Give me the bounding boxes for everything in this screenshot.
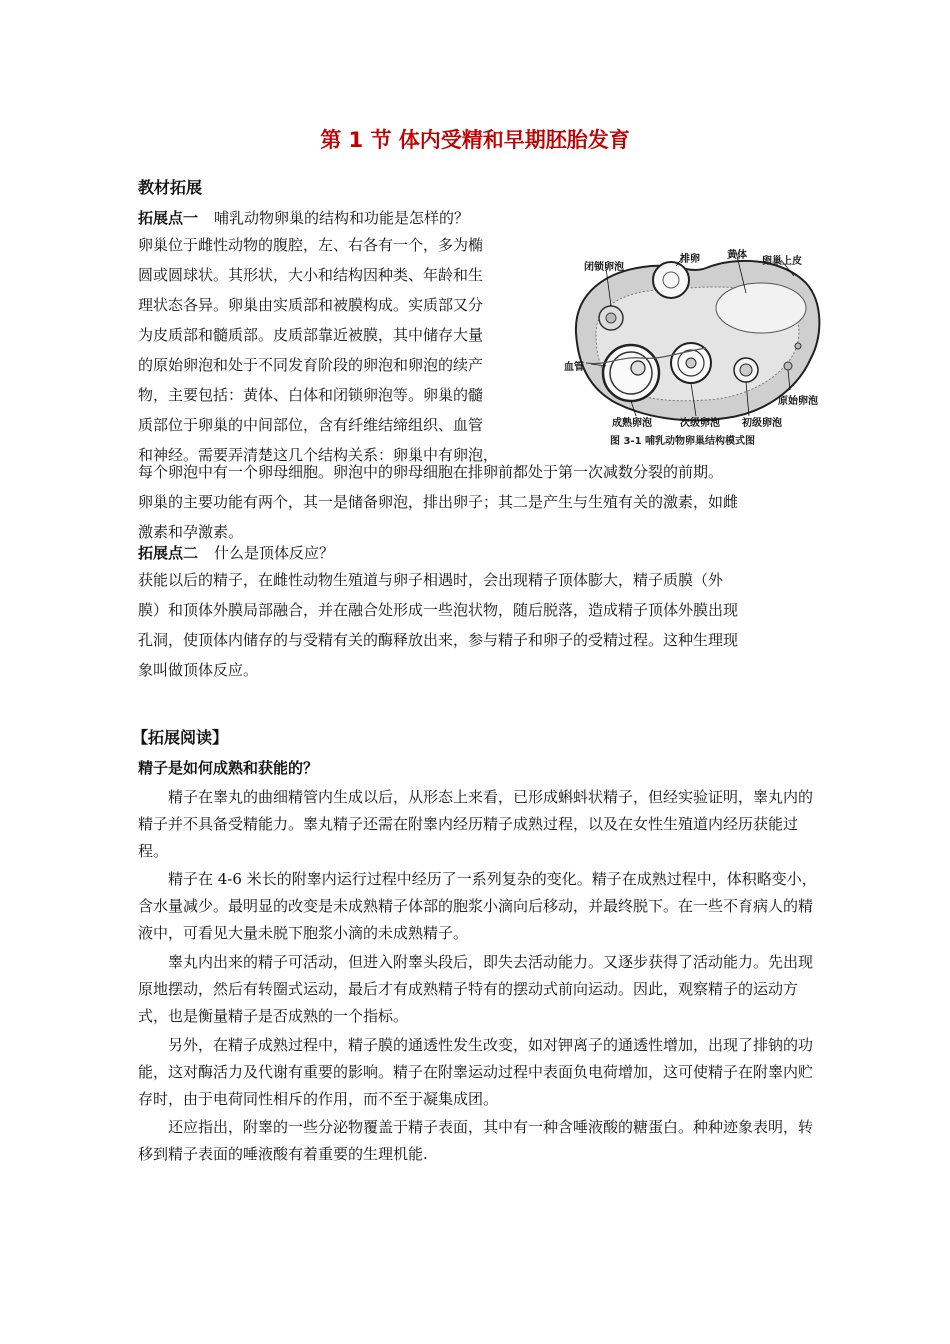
label-corpus-luteum: 黄体: [727, 250, 747, 261]
mature-follicle-egg: [631, 361, 645, 375]
primordial-follicle: [784, 362, 792, 370]
point1-wrapped-text: [138, 230, 548, 470]
text-line: 获能以后的精子，在雌性动物生殖道与卵子相遇时，会出现精子顶体膨大，精子质膜（外: [138, 571, 724, 589]
text-line: 每个卵泡中有一个卵母细胞。卵泡中的卵母细胞在排卵前都处于第一次减数分裂的前期。: [138, 463, 724, 481]
text-line: 和神经。需要弄清楚这几个结构关系：卵巢中有卵泡，: [138, 446, 499, 464]
label-closed-follicle: 闭锁卵泡: [584, 262, 624, 273]
point1-label: 拓展点一: [138, 209, 199, 227]
ovulation-follicle: [653, 262, 689, 298]
corpus-luteum: [716, 283, 806, 333]
reading-paragraph: 睾丸内出来的精子可活动，但进入附睾头段后，即失去活动能力。又逐步获得了活动能力。先出现原地摆动，然后有转圈式运动，最后才有成熟精子特有的摆动式前向运动。因此，观察精子的运动方式，也是衡量精子是否成熟的一个指标。: [138, 953, 814, 1025]
primary-follicle-egg: [740, 364, 752, 376]
section-heading: 教材拓展: [138, 178, 203, 197]
text-line: 卵巢位于雌性动物的腹腔，左、右各有一个，多为椭: [138, 236, 484, 254]
label-primary-follicle: 初级卵泡: [742, 418, 782, 429]
figure-caption: 图 3-1 哺乳动物卵巢结构模式图: [610, 436, 756, 447]
text-line: 理状态各异。卵巢由实质部和被膜构成。实质部又分: [138, 296, 484, 314]
reading-heading: 【拓展阅读】: [132, 728, 229, 747]
reading-paragraph: 还应指出，附睾的一些分泌物覆盖于精子表面，其中有一种含唾液酸的糖蛋白。种种迹象表明，转移到精子表面的唾液酸有着重要的生理机能.: [138, 1118, 814, 1163]
point1-full-text: [138, 457, 818, 547]
secondary-follicle-egg: [686, 358, 696, 368]
point1-heading: [138, 203, 469, 233]
text-line: 圆或圆球状。其形状，大小和结构因种类、年龄和生: [138, 266, 484, 284]
text-line: 激素和孕激素。: [138, 523, 244, 541]
primordial-follicle: [795, 343, 801, 349]
point1-question: 哺乳动物卵巢的结构和功能是怎样的？: [214, 209, 470, 227]
text-line: 象叫做顶体反应。: [138, 661, 259, 679]
label-primordial-follicle: 原始卵泡: [778, 396, 818, 407]
point2-heading: [138, 538, 334, 568]
closed-follicle-core: [606, 313, 616, 323]
reading-paragraph: 精子在睾丸的曲细精管内生成以后，从形态上来看，已形成蝌蚪状精子，但经实验证明，睾丸内的精子并不具备受精能力。睾丸精子还需在附睾内经历精子成熟过程，以及在女性生殖道内经历获能过程。: [138, 788, 814, 860]
reading-paragraph: 另外，在精子成熟过程中，精子膜的通透性发生改变，如对钾离子的通透性增加，出现了排钠的功能，这对酶活力及代谢有重要的影响。精子在附睾运动过程中表面负电荷增加，这可使精子在附睾内贮存时，由于电荷同性相斥的作用，而不至于凝集成团。: [138, 1036, 814, 1108]
text-line: 膜）和顶体外膜局部融合，并在融合处形成一些泡状物，随后脱落，造成精子顶体外膜出现: [138, 601, 739, 619]
point2-label: 拓展点二: [138, 544, 199, 562]
reading-paragraph: 精子在 4-6 米长的附睾内运行过程中经历了一系列复杂的变化。精子在成熟过程中，体积略变小，含水量减少。最明显的改变是未成熟精子体部的胞浆小滴向后移动，并最终脱下。在一些不育病人的精液中，可看见大量未脱下胞浆小滴的未成熟精子。: [138, 870, 817, 942]
label-ovulation: 排卵: [680, 254, 700, 265]
text-line: 质部位于卵巢的中间部位，含有纤维结缔组织、血管: [138, 416, 484, 434]
label-mature-follicle: 成熟卵泡: [612, 418, 652, 429]
label-blood-vessel: 血管: [564, 362, 584, 373]
point2-question: 什么是顶体反应？: [214, 544, 335, 562]
reading-subheading: 精子是如何成熟和获能的？: [138, 759, 319, 777]
text-line: 的原始卵泡和处于不同发育阶段的卵泡和卵泡的续产: [138, 356, 484, 374]
mature-follicle: [603, 345, 659, 401]
text-line: 物，主要包括：黄体、白体和闭锁卵泡等。卵巢的髓: [138, 386, 484, 404]
text-line: 孔洞，使顶体内储存的与受精有关的酶释放出来，参与精子和卵子的受精过程。这种生理现: [138, 631, 739, 649]
text-line: 卵巢的主要功能有两个，其一是储备卵泡，排出卵子；其二是产生与生殖有关的激素，如雌: [138, 493, 739, 511]
page-title: 第 1 节 体内受精和早期胚胎发育: [320, 128, 630, 152]
point2-text: [138, 565, 818, 685]
label-secondary-follicle: 次级卵泡: [680, 418, 720, 429]
text-line: 为皮质部和髓质部。皮质部靠近被膜，其中储存大量: [138, 326, 484, 344]
label-ovary-epithelium: 卵巢上皮: [762, 256, 802, 267]
